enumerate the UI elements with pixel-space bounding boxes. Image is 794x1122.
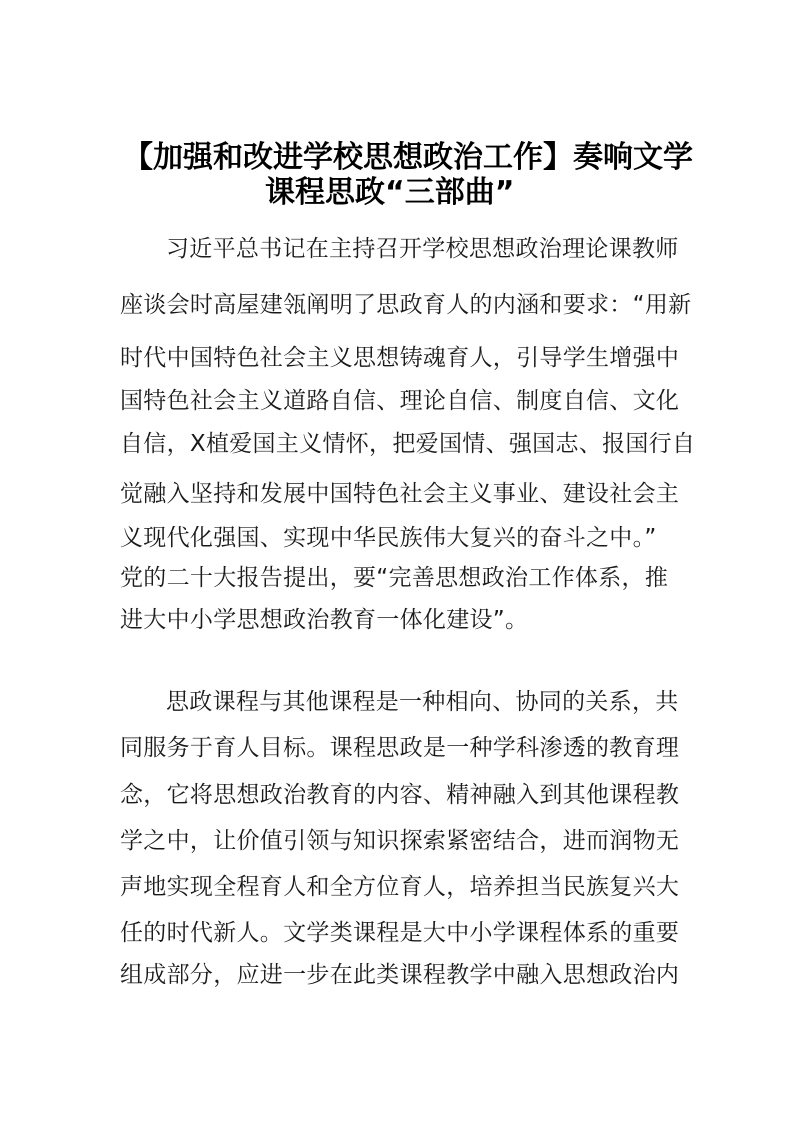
document-title-line-2: 课程思政“三部曲”	[265, 175, 515, 210]
paragraph-2-line: 念，它将思想政治教育的内容、精神融入到其他课程教	[120, 782, 680, 808]
paragraph-1-line: 进大中小学思想政治教育一体化建设”。	[120, 607, 529, 633]
paragraph-1-line: 国特色社会主义道路自信、理论自信、制度自信、文化	[120, 388, 680, 414]
paragraph-1-line: 时代中国特色社会主义思想铸魂育人，引导学生增强中	[120, 345, 680, 371]
paragraph-2-line: 声地实现全程育人和全方位育人，培养担当民族复兴大	[120, 874, 680, 900]
paragraph-2-line: 学之中，让价值引领与知识探索紧密结合，进而润物无	[120, 828, 680, 854]
paragraph-2-line: 思政课程与其他课程是一种相向、协同的关系，共	[166, 689, 679, 715]
paragraph-1-line: 自信，X植爱国主义情怀，把爱国情、强国志、报国行自	[120, 431, 696, 457]
paragraph-1-line: 觉融入坚持和发展中国特色社会主义事业、建设社会主	[120, 481, 680, 507]
paragraph-2-line: 同服务于育人目标。课程思政是一种学科渗透的教育理	[120, 735, 680, 761]
paragraph-2-line: 任的时代新人。文学类课程是大中小学课程体系的重要	[120, 920, 680, 946]
paragraph-1-line: 座谈会时高屋建瓴阐明了思政育人的内涵和要求：“用新	[120, 292, 692, 318]
paragraph-1-line: 党的二十大报告提出，要“完善思想政治工作体系，推	[120, 565, 669, 591]
paragraph-2-line: 组成部分，应进一步在此类课程教学中融入思想政治内	[120, 962, 680, 988]
paragraph-1-line: 义现代化强国、实现中华民族伟大复兴的奋斗之中。”	[120, 525, 657, 551]
document-title-line-1: 【加强和改进学校思想政治工作】奏响文学	[123, 140, 693, 175]
paragraph-1-line: 习近平总书记在主持召开学校思想政治理论课教师	[166, 236, 679, 262]
